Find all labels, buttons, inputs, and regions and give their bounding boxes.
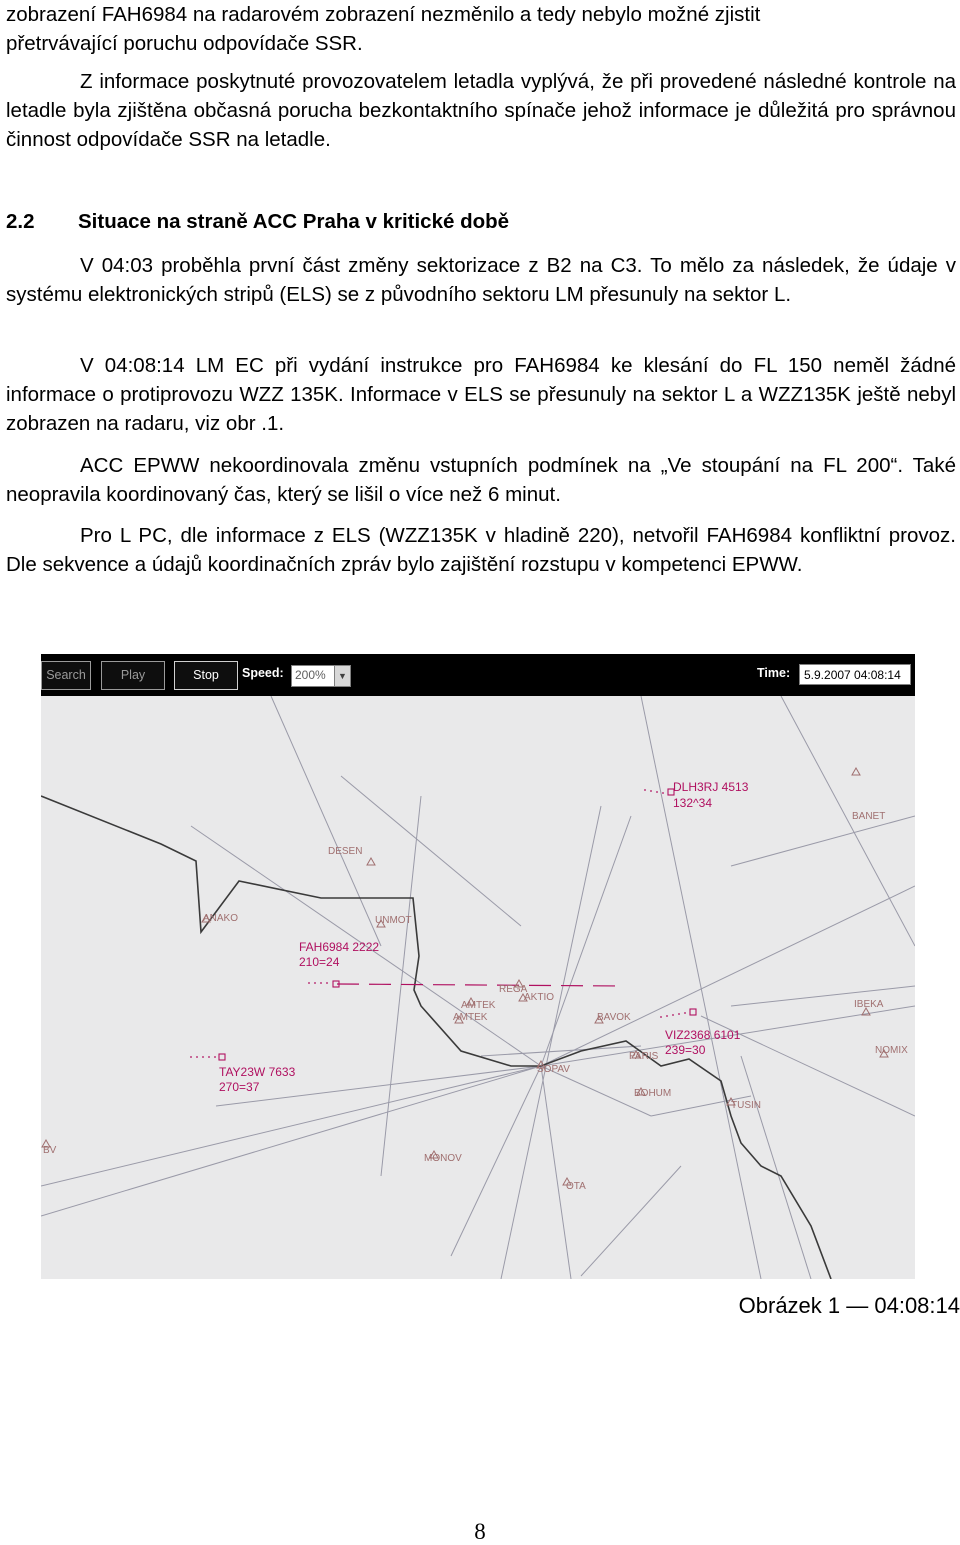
paragraph-continuation-line1: zobrazení FAH6984 na radarovém zobrazení nezměnilo a tedy nebylo možné zjistit	[6, 3, 761, 26]
waypoint-anako: ANAKO	[203, 913, 239, 924]
paragraph-operator-info: Z informace poskytnuté provozovatelem letadla vyplývá, že při provedené následné kontrole na letadle byla zjištěna občasná porucha bezkontaktního spínače jehož informace je důležitá pro správnou činnost odpovídače SSR na letadle.	[6, 70, 956, 151]
waypoint-nomix: NOMIX	[875, 1045, 908, 1056]
radar-display	[41, 654, 915, 1279]
search-button[interactable]: Search	[41, 661, 91, 690]
paragraph-epww: ACC EPWW nekoordinovala změnu vstupních podmínek na „Ve stoupání na FL 200“. Také neopravila koordinovaný čas, který se lišil o více než 6 minut.	[6, 454, 956, 506]
paragraph-lm-ec: V 04:08:14 LM EC při vydání instrukce pro FAH6984 ke klesání do FL 150 neměl žádné informace o protiprovozu WZZ 135K. Informace v ELS se přesunuly na sektor L a WZZ135K ještě nebyl zobrazen na radaru, viz obr .1.	[6, 354, 956, 435]
waypoint-markers	[42, 768, 888, 1185]
waypoint-monov: MONOV	[424, 1153, 462, 1164]
radar-map	[41, 696, 915, 1279]
airway-lines	[41, 696, 915, 1279]
track-fah6984-level: 210=24	[299, 955, 340, 969]
waypoint-amtek-2: AMTEK	[453, 1012, 488, 1023]
track-wzz-callsign: VIZ2368 6101	[665, 1028, 741, 1042]
waypoint-ibeka: IBEKA	[854, 999, 884, 1010]
waypoint-bohum: BOHUM	[634, 1088, 672, 1099]
track-tay23w-callsign: TAY23W 7633	[219, 1065, 296, 1079]
speed-label: Speed:	[242, 666, 284, 680]
section-heading	[6, 207, 509, 236]
waypoint-desen: DESEN	[328, 846, 363, 857]
play-button[interactable]: Play	[101, 661, 165, 690]
speed-value: 200%	[295, 668, 326, 682]
section-title: Situace na straně ACC Praha v kritické době	[78, 210, 510, 233]
waypoint-sopav: SOPAV	[537, 1064, 570, 1075]
waypoint-paris: PARIS	[629, 1051, 659, 1062]
waypoint-bavok: BAVOK	[597, 1012, 631, 1023]
time-label: Time:	[757, 666, 791, 680]
waypoint-rega: REGA	[499, 984, 528, 995]
aircraft-tay23w[interactable]	[219, 1054, 225, 1060]
paragraph-sectorization: V 04:03 proběhla první část změny sektorizace z B2 na C3. To mělo za následek, že údaje v systému elektronických stripů (ELS) se z původního sektoru LM přesunuly na sektor L.	[6, 254, 956, 306]
waypoint-unmot: UNMOT	[375, 915, 412, 926]
speed-select[interactable]	[291, 665, 351, 687]
figure-caption: Obrázek 1 — 04:08:14	[738, 1293, 960, 1318]
track-wzz-level: 239=30	[665, 1043, 706, 1057]
waypoint-banet: BANET	[852, 811, 886, 822]
waypoint-bv: BV	[43, 1145, 57, 1156]
track-fah6984-callsign: FAH6984 2222	[299, 940, 380, 954]
paragraph-l-pc: Pro L PC, dle informace z ELS (WZZ135K v hladině 220), netvořil FAH6984 konfliktní provoz. Dle sekvence a údajů koordinačních zpráv bylo zajištění rozstupu v kompetenci EPWW.	[6, 524, 956, 576]
track-dlh3rj-level: 132^34	[673, 796, 712, 810]
aircraft-wzz[interactable]	[690, 1009, 696, 1015]
waypoint-aktio: AKTIO	[524, 992, 555, 1003]
waypoint-tusin: TUSIN	[731, 1100, 761, 1111]
time-field[interactable]: 5.9.2007 04:08:14	[799, 664, 911, 685]
page-number: 8	[474, 1519, 486, 1544]
paragraph-continuation-line2: přetrvávající poruchu odpovídače SSR.	[6, 32, 363, 55]
track-tay23w-level: 270=37	[219, 1080, 260, 1094]
waypoint-amtek-1: AMTEK	[461, 1000, 496, 1011]
fah-heading-line	[337, 984, 621, 986]
section-number: 2.2	[6, 210, 35, 233]
radar-toolbar	[41, 654, 915, 696]
track-dlh3rj-callsign: DLH3RJ 4513	[673, 780, 749, 794]
chevron-down-icon[interactable]: ▼	[334, 666, 350, 686]
waypoint-ota: OTA	[566, 1181, 586, 1192]
stop-button[interactable]: Stop	[174, 661, 238, 690]
